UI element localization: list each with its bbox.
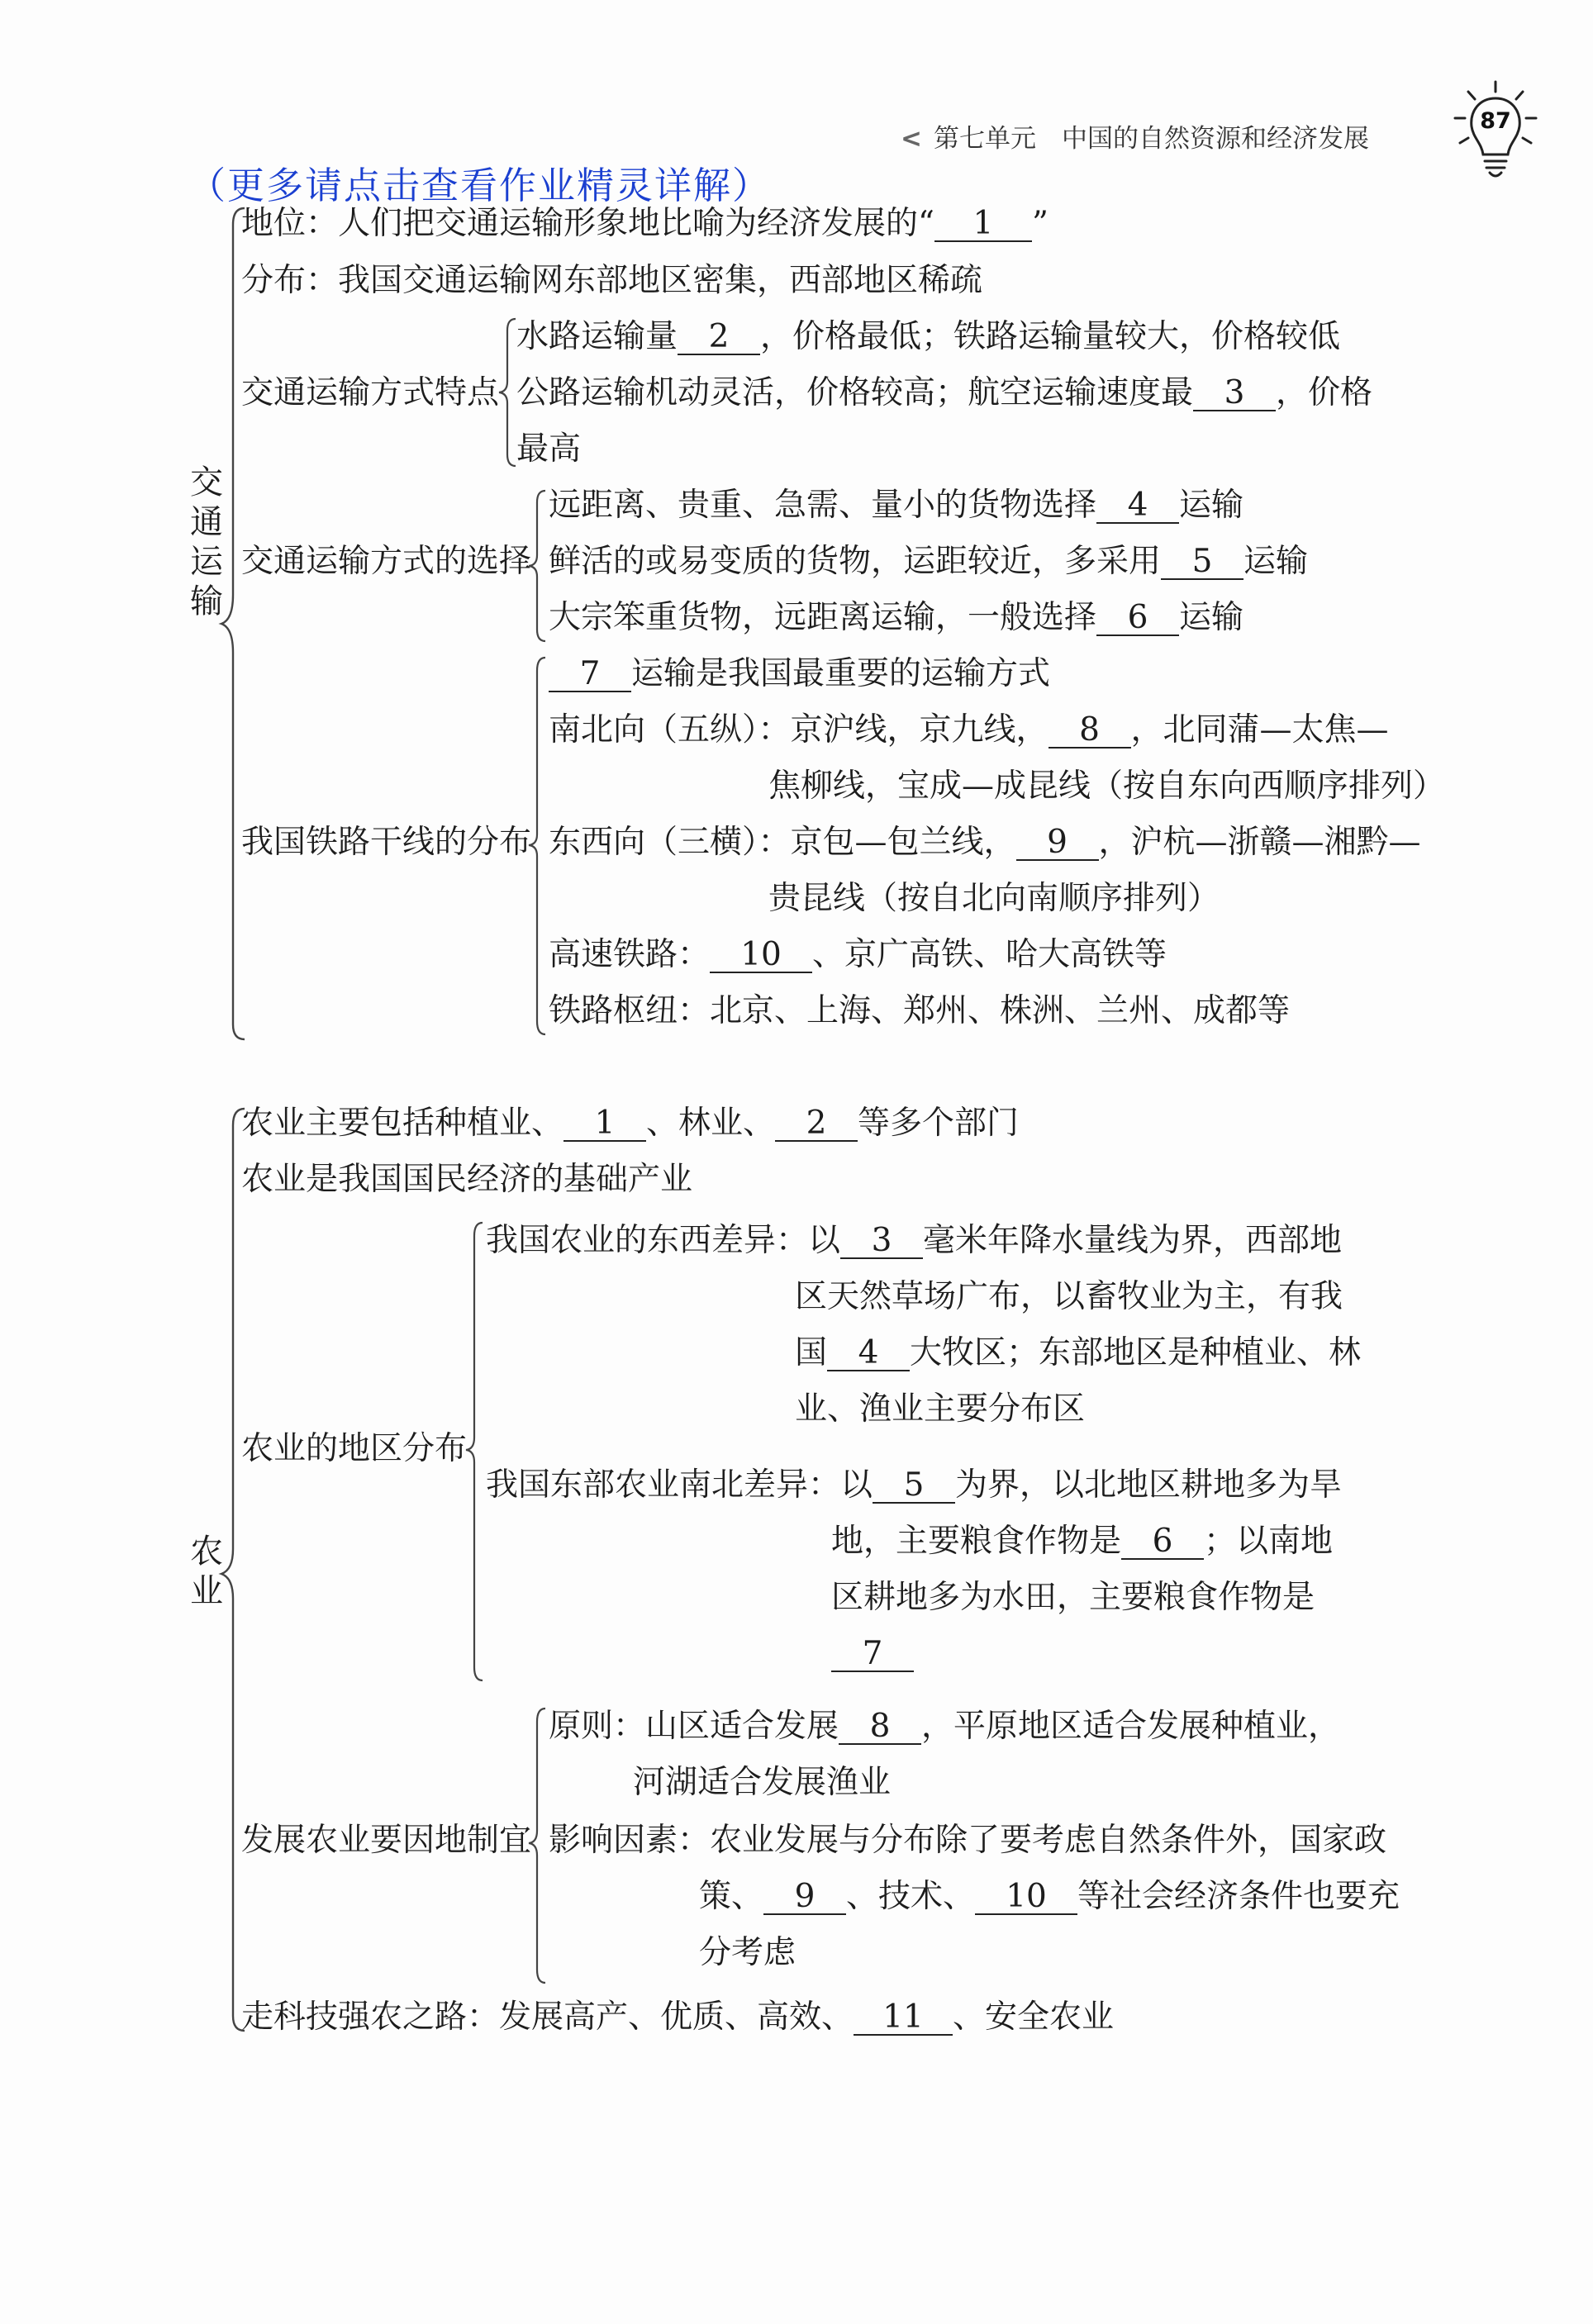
agri-tech: 走科技强农之路：发展高产、优质、高效、 11 、安全农业 xyxy=(241,1998,1115,2036)
lightbulb-icon xyxy=(1450,78,1541,186)
railway-ns: 南北向（五纵）：京沪线，京九线， 8 ，北同蒲—太焦— xyxy=(549,711,1389,749)
railway-ew-cont: 贵昆线（按自北向南顺序排列） xyxy=(768,880,1220,917)
blank-10[interactable]: 10 xyxy=(710,939,812,973)
regional-brace xyxy=(463,1221,487,1682)
regional-ns-l3: 区耕地多为水田，主要粮食作物是 xyxy=(831,1579,1315,1616)
railway-line1: 7 运输是我国最重要的运输方式 xyxy=(549,654,1050,694)
agri-blank-7[interactable]: 7 xyxy=(831,1637,914,1672)
local-brace xyxy=(525,1707,550,1984)
regional-ew-l3: 国 4 大牧区；东部地区是种植业、林 xyxy=(795,1334,1362,1371)
regional-ns: 我国东部农业南北差异：以 5 为界，以北地区耕地多为旱 xyxy=(486,1466,1343,1504)
features-label: 交通运输方式特点 xyxy=(241,374,500,411)
regional-ns-l4 xyxy=(831,1634,914,1674)
features-line3: 最高 xyxy=(516,430,582,468)
choice-line2: 鲜活的或易变质的货物，运距较近，多采用 5 运输 xyxy=(549,543,1309,580)
features-line2: 公路运输机动灵活，价格较高；航空运输速度最 3 ，价格 xyxy=(516,374,1373,411)
blank-7[interactable]: 7 xyxy=(549,658,631,692)
blank-2[interactable]: 2 xyxy=(678,321,760,355)
agri-blank-3[interactable]: 3 xyxy=(840,1224,923,1259)
blank-4[interactable]: 4 xyxy=(1096,489,1179,524)
agri-blank-4[interactable]: 4 xyxy=(827,1337,910,1371)
blank-5[interactable]: 5 xyxy=(1161,545,1243,580)
blank-3[interactable]: 3 xyxy=(1193,377,1276,411)
chapter-header xyxy=(901,117,1369,154)
transport-outer-brace xyxy=(218,207,251,1041)
blank-8[interactable]: 8 xyxy=(1049,714,1131,749)
transport-position: 地位：人们把交通运输形象地比喻为经济发展的“ 1 ” xyxy=(241,205,1049,242)
agri-line2: 农业是我国国民经济的基础产业 xyxy=(241,1161,693,1198)
choice-line1: 远距离、贵重、急需、量小的货物选择 4 运输 xyxy=(549,487,1244,524)
regional-ns-l2: 地，主要粮食作物是 6 ；以南地 xyxy=(831,1523,1334,1560)
local-factors-l3: 分考虑 xyxy=(699,1934,796,1971)
railway-label: 我国铁路干线的分布 xyxy=(241,824,532,861)
chapter-title: 第七单元 中国的自然资源和经济发展 xyxy=(933,124,1369,154)
blank-1[interactable]: 1 xyxy=(934,207,1032,242)
regional-label: 农业的地区分布 xyxy=(241,1430,468,1467)
page-number: 87 xyxy=(1480,108,1511,134)
agri-blank-9[interactable]: 9 xyxy=(763,1880,846,1915)
agri-line1: 农业主要包括种植业、 1 、林业、 2 等多个部门 xyxy=(241,1105,1020,1142)
agri-blank-10[interactable]: 10 xyxy=(975,1880,1077,1915)
railway-hubs: 铁路枢纽：北京、上海、郑州、株洲、兰州、成都等 xyxy=(549,992,1291,1029)
railway-ew: 东西向（三横）：京包—包兰线， 9 ，沪杭—浙赣—湘黔— xyxy=(549,824,1421,861)
blank-6[interactable]: 6 xyxy=(1096,601,1179,636)
choice-label: 交通运输方式的选择 xyxy=(241,543,532,580)
regional-ew-l4: 业、渔业主要分布区 xyxy=(795,1390,1086,1428)
choice-line3: 大宗笨重货物，远距离运输，一般选择 6 运输 xyxy=(549,599,1244,636)
agri-blank-6[interactable]: 6 xyxy=(1121,1525,1204,1560)
agri-blank-2[interactable]: 2 xyxy=(775,1107,858,1142)
local-principle-l2: 河湖适合发展渔业 xyxy=(633,1764,892,1801)
railway-brace xyxy=(525,656,550,1036)
railway-ns-cont: 焦柳线，宝成—成昆线（按自东向西顺序排列） xyxy=(768,768,1446,805)
choice-brace xyxy=(525,489,550,643)
regional-ew-l2: 区天然草场广布，以畜牧业为主，有我 xyxy=(795,1278,1343,1315)
local-label: 发展农业要因地制宜 xyxy=(241,1822,532,1859)
agri-blank-8[interactable]: 8 xyxy=(839,1710,921,1745)
features-line1: 水路运输量 2 ，价格最低；铁路运输量较大，价格较低 xyxy=(516,318,1341,355)
agri-blank-11[interactable]: 11 xyxy=(854,2001,953,2036)
agri-blank-1[interactable]: 1 xyxy=(563,1107,646,1142)
railway-hsr: 高速铁路： 10 、京广高铁、哈大高铁等 xyxy=(549,936,1167,973)
transport-distribution: 分布：我国交通运输网东部地区密集，西部地区稀疏 xyxy=(241,262,983,299)
transport-title: 交通运输 xyxy=(190,463,223,620)
back-arrow-icon[interactable]: < xyxy=(901,124,922,154)
agri-blank-5[interactable]: 5 xyxy=(873,1469,955,1504)
more-details-link[interactable]: （更多请点击查看作业精灵详解） xyxy=(188,164,772,207)
regional-ew: 我国农业的东西差异：以 3 毫米年降水量线为界，西部地 xyxy=(486,1222,1343,1259)
agriculture-title: 农业 xyxy=(190,1533,223,1610)
local-factors-l2: 策、 9 、技术、 10 等社会经济条件也要充 xyxy=(699,1878,1400,1915)
local-principle: 原则：山区适合发展 8 ，平原地区适合发展种植业， xyxy=(549,1708,1341,1745)
local-factors: 影响因素：农业发展与分布除了要考虑自然条件外，国家政 xyxy=(549,1822,1387,1859)
blank-9[interactable]: 9 xyxy=(1016,826,1099,861)
